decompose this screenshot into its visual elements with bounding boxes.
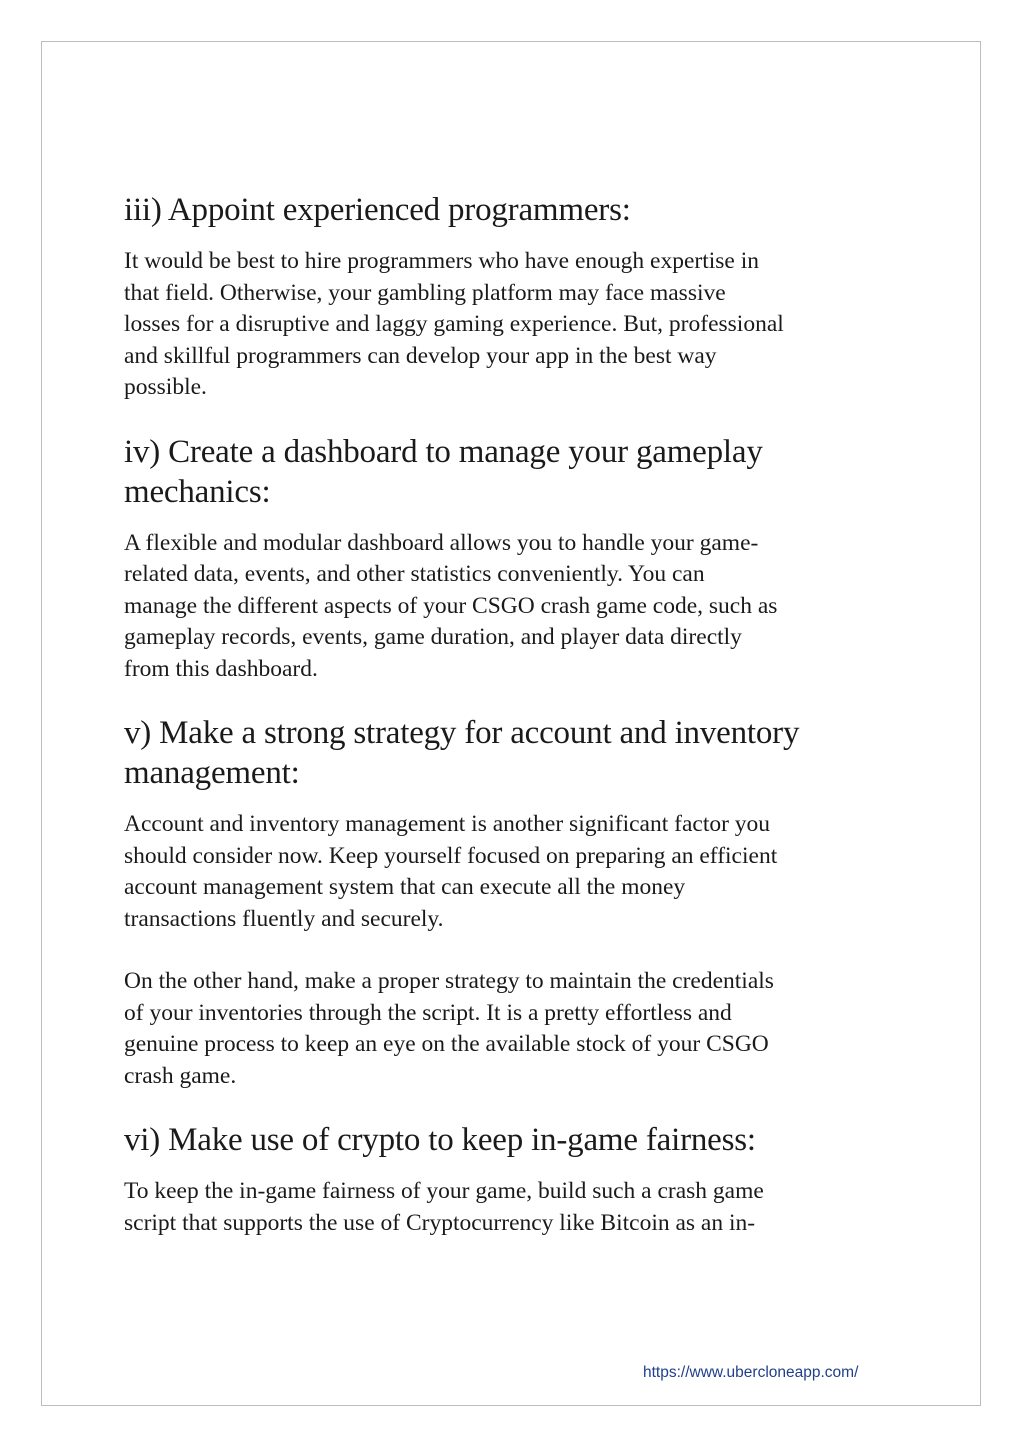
paragraph-iii: It would be best to hire programmers who have enough expertise in that field. Otherwise, your gambling platform may face massive losses for a disruptive and laggy gaming experience. But, professional and skillful programmers can develop your app in the best way possible.: [124, 248, 784, 400]
paragraph-v-2: On the other hand, make a proper strategy to maintain the credentials of your inventories through the script. It is a pretty effortless and genuine process to keep an eye on the available stock of your CSGO crash game.: [124, 968, 774, 1089]
section-heading-iii: iii) Appoint experienced programmers:: [124, 192, 631, 228]
paragraph-v-1: Account and inventory management is another significant factor you should consider now. Keep yourself focused on preparing an efficient account management system that can execute all the money transactions fluently and securely.: [124, 811, 778, 932]
section-heading-iv: iv) Create a dashboard to manage your gameplay mechanics:: [124, 433, 763, 510]
paragraph-iv: A flexible and modular dashboard allows you to handle your game- related data, events, and other statistics conveniently. You can manage the different aspects of your CSGO crash game code, such as gameplay records, events, game duration, and player data directly from this dashboard.: [124, 529, 778, 682]
section-heading-vi: vi) Make use of crypto to keep in-game fairness:: [124, 1122, 756, 1158]
footer-url-link[interactable]: https://www.ubercloneapp.com/: [643, 1364, 859, 1381]
section-heading-v: v) Make a strong strategy for account and inventory management:: [124, 715, 800, 791]
paragraph-vi: To keep the in-game fairness of your game, build such a crash game script that supports the use of Cryptocurrency like Bitcoin as an in-: [124, 1178, 764, 1236]
document-body: [124, 190, 914, 1239]
